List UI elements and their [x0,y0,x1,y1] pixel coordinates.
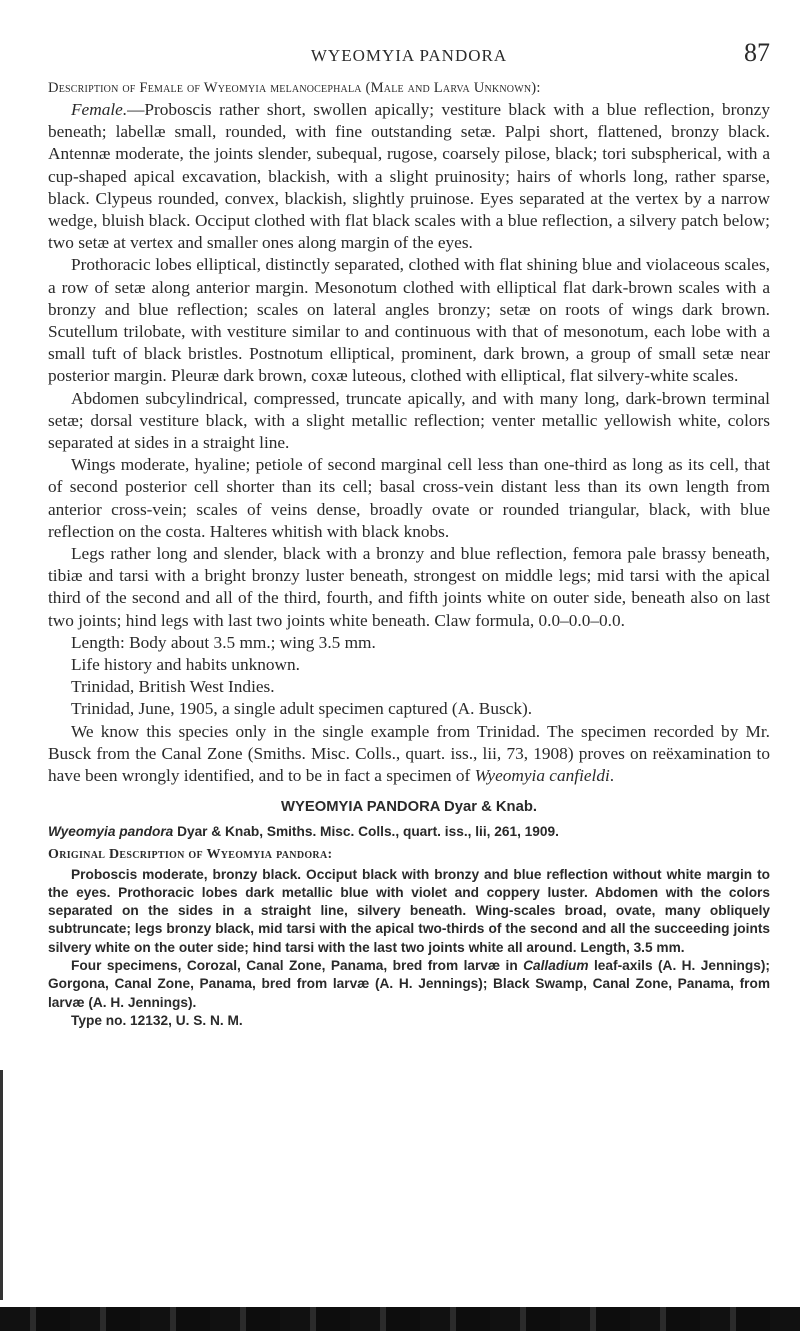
female-description [48,99,770,254]
page-number: 87 [744,38,770,67]
note-end: . [609,766,615,786]
running-title: WYEOMYIA PANDORA [310,46,508,65]
document-page [48,38,770,1030]
female-label: Female. [71,100,128,119]
citation-rest: Dyar & Knab, Smiths. Misc. Colls., quart. iss., lii, 261, 1909. [173,824,559,840]
citation-species: Wyeomyia pandora [48,824,174,840]
locality-paragraph: Trinidad, British West Indies. [71,677,275,697]
specimens-text-a: Four specimens, Corozal, Canal Zone, Panama, bred from larvæ in [71,958,524,974]
wings-paragraph: Wings moderate, hyaline; petiole of second marginal cell less than one-third as long as its cell, that of second posterior cell shorter than its cell; basal cross-vein distant less than its own length from anterior cross-vein; scales of veins dense, broadly ovate or rounded triangular, black, with blue reflection on the costa. Halteres whitish with black knobs. [48,455,770,541]
specimens-plant: Calladium [523,958,589,974]
note-text: We know this species only in the single example from Trinidad. The specimen recorded by Mr. Busck from the Canal Zone (Smiths. Misc. Colls., quart. iss., lii, 73, 1908) proves on reëxamination to have been wrongly identified, and to be in fact a specimen of [48,721,770,786]
life-history-paragraph: Life history and habits unknown. [71,655,300,675]
type-number: Type no. 12132, U. S. N. M. [71,1012,243,1028]
length-paragraph: Length: Body about 3.5 mm.; wing 3.5 mm. [71,632,376,652]
female-text: —Proboscis rather short, swollen apically; vestiture black with a blue reflection, bronzy beneath; labellæ small, rounded, with fine outstanding setæ. Palpi short, flattened, bronzy black. Antennæ moderate, the joints slender, subequal, rugose, coarsely pilose, black; tori subspherical, with a cup-shaped apical excavation, blackish, with a slight pruinosity; hairs of whorls long, rather sparse, black. Clypeus rounded, convex, blackish, slightly pruinose. Eyes separated at the vertex by a narrow wedge, bluish black. Occiput clothed with flat black scales with a blue reflection, a silvery patch below; two setæ at vertex and smaller ones along margin of the eyes. [48,100,770,253]
melanocephala-heading: Description of Female of Wyeomyia melanocephala (Male and Larva Unknown): [48,80,541,96]
original-description-heading: Original Description of Wyeomyia pandora: [48,846,333,862]
specimens-text-b: leaf-axils (A. H. Jennings); Gorgona, Canal Zone, Panama, bred from larvæ (A. H. Jennings); Black Swamp, Canal Zone, Panama, from larvæ (A. H. Jennings). [48,958,770,1010]
pandora-title: WYEOMYIA PANDORA Dyar & Knab. [281,799,537,816]
record-paragraph: Trinidad, June, 1905, a single adult specimen captured (A. Busck). [71,699,533,719]
abdomen-paragraph: Abdomen subcylindrical, compressed, truncate apically, and with many long, dark-brown terminal setæ; dorsal vestiture black, with a slight metallic reflection; venter metallic yellowish white, colors separated at sides in a straight line. [48,388,770,453]
scan-bottom-edge [0,1307,800,1331]
legs-paragraph: Legs rather long and slender, black with a bronzy and blue reflection, femora pale brassy beneath, tibiæ and tarsi with a bright bronzy luster beneath, strongest on middle legs; mid tarsi with the apical third of the second and all of the third, fourth, and fifth joints white on outer side, beneath also on last two joints; hind legs with last two joints white beneath. Claw formula, 0.0–0.0–0.0. [48,544,770,630]
page-header [48,38,770,72]
original-description-text: Proboscis moderate, bronzy black. Occiput black with bronzy and blue reflection without white margin to the eyes. Prothoracic lobes dark metallic blue with violet and coppery luster. Abdomen with the colors separated on the sides in a straight line, silvery beneath. Wing-scales broad, ovate, many obliquely subtruncate; legs bronzy black, mid tarsi with the apical two-thirds of the second and all the succeeding joints silvery white on the outer side; hind tarsi with the last two joints white all around. Length, 3.5 mm. [48,866,770,955]
note-species: Wyeomyia canfieldi [474,766,610,786]
pandora-citation [48,823,770,841]
note-paragraph [48,721,770,788]
specimens-paragraph [48,957,770,1012]
binding-edge-mark [0,1070,3,1300]
thorax-paragraph: Prothoracic lobes elliptical, distinctly separated, clothed with flat shining blue and violaceous scales, a row of setæ along anterior margin. Mesonotum clothed with elliptical flat dark-brown scales with a bronzy and blue reflection; scales on lateral angles bronzy; setæ on roots of wings dark brown. Scutellum trilobate, with vestiture similar to and continuous with that of mesonotum, each lobe with a small tuft of black bristles. Postnotum elliptical, prominent, dark brown, a group of small setæ near posterior margin. Pleuræ dark brown, coxæ luteous, clothed with elliptical, flat silvery-white scales. [48,255,770,386]
